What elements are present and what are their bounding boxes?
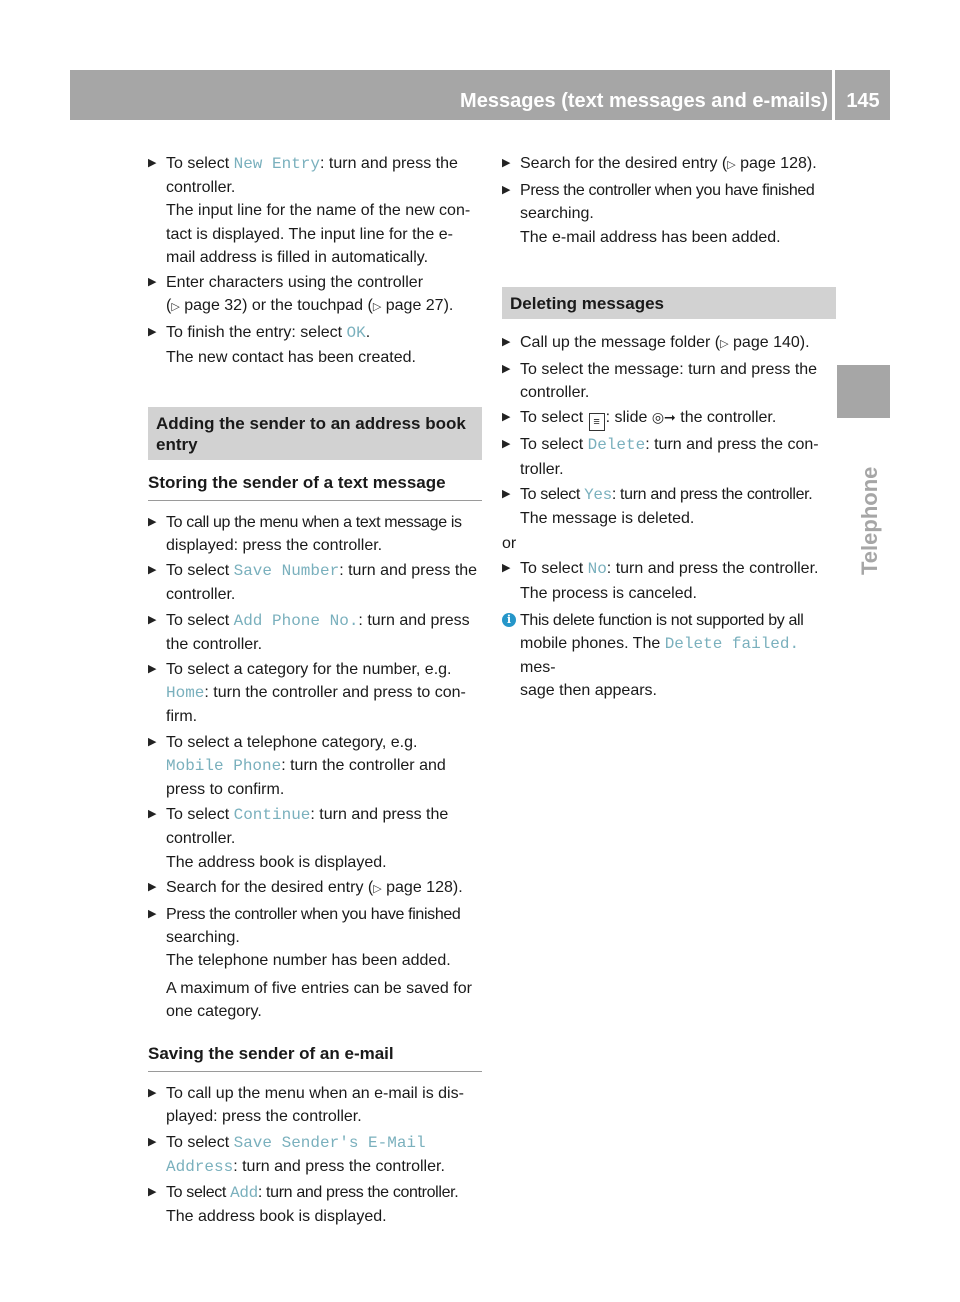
- menu-item-ref: Continue: [233, 806, 311, 825]
- step-call-menu-text: ▶ To call up the menu when a text message is displayed: press the controller.: [148, 511, 482, 557]
- chapter-tab-marker: [837, 365, 890, 418]
- step-arrow-icon: ▶: [148, 880, 157, 893]
- info-note: i This delete function is not supported by all mobile phones. The Delete failed. mes- sage then appears.: [502, 609, 836, 703]
- step-save-number: ▶ To select Save Number: turn and press the controller.: [148, 559, 482, 606]
- step-arrow-icon: ▶: [502, 335, 511, 348]
- menu-item-ref: Yes: [584, 485, 612, 504]
- right-column: [502, 152, 836, 703]
- step-arrow-icon: ▶: [502, 157, 511, 169]
- menu-item-ref: OK: [346, 324, 366, 343]
- menu-item-ref: Delete failed.: [664, 635, 800, 654]
- step-arrow-icon: ▶: [148, 663, 157, 676]
- step-select-message: ▶ To select the message: turn and press the controller.: [502, 358, 836, 404]
- subheading-email: Saving the sender of an e-mail: [148, 1043, 482, 1072]
- step-arrow-icon: ▶: [148, 326, 157, 339]
- step-select-no: ▶ To select No: turn and press the controller. The process is canceled.: [502, 557, 836, 604]
- page-ref-triangle-icon: ▷: [373, 882, 382, 895]
- step-arrow-icon: ▶: [148, 1087, 157, 1100]
- step-enter-characters: ▶ Enter characters using the controller (▷ page 32) or the touchpad (▷ page 27).: [148, 271, 482, 319]
- step-add-phone-no: ▶ To select Add Phone No.: turn and press the controller.: [148, 609, 482, 656]
- step-search-entry-email: ▶ Search for the desired entry (▷ page 128).: [502, 152, 836, 177]
- step-select-telephone-category: ▶ To select a telephone category, e.g. Mobile Phone: turn the controller and press to confirm.: [148, 731, 482, 802]
- menu-item-ref: Add: [230, 1183, 258, 1202]
- menu-item-ref: Save Number: [233, 562, 340, 581]
- controller-slide-icon: ◎➞: [651, 409, 676, 426]
- menu-item-ref: Home: [166, 684, 205, 703]
- header-divider: [832, 70, 835, 120]
- page-ref-triangle-icon: ▷: [727, 159, 736, 171]
- menu-item-ref: Save Sender's E-Mail: [233, 1133, 426, 1152]
- step-select-new-entry: ▶ To select New Entry: turn and press the controller. The input line for the name of the new con- tact is displayed. The input line for the e- mail address is filled in automatically.: [148, 152, 482, 269]
- menu-item-ref: Address: [166, 1157, 234, 1176]
- step-select-category: ▶ To select a category for the number, e.g. Home: turn the controller and press to con- firm.: [148, 658, 482, 729]
- menu-item-ref: New Entry: [233, 155, 321, 173]
- step-arrow-icon: ▶: [502, 184, 511, 197]
- step-arrow-icon: ▶: [148, 613, 157, 626]
- step-arrow-icon: ▶: [502, 487, 511, 500]
- step-save-sender-email: ▶ To select Save Sender's E-Mail Address: turn and press the controller.: [148, 1131, 482, 1179]
- subheading-text-message: Storing the sender of a text message: [148, 472, 482, 501]
- step-continue: ▶ To select Continue: turn and press the controller. The address book is displayed.: [148, 803, 482, 874]
- step-arrow-icon: ▶: [148, 1135, 157, 1148]
- step-arrow-icon: ▶: [502, 363, 511, 376]
- menu-item-ref: Mobile Phone: [166, 756, 282, 775]
- chapter-label: Telephone: [857, 466, 882, 575]
- left-column: [148, 152, 482, 1230]
- step-call-folder: ▶ Call up the message folder (▷ page 140).: [502, 331, 836, 356]
- step-arrow-icon: ▶: [502, 562, 511, 575]
- step-add: ▶ To select Add: turn and press the controller. The address book is displayed.: [148, 1181, 482, 1228]
- section-heading-adding-sender: Adding the sender to an address book entry: [148, 407, 482, 460]
- page-title: Messages (text messages and e-mails): [460, 90, 828, 112]
- step-arrow-icon: ▶: [148, 276, 157, 289]
- step-press-finished-email: ▶ Press the controller when you have finished searching. The e-mail address has been added.: [502, 179, 836, 249]
- menu-key-icon: ≡: [589, 413, 605, 431]
- step-select-delete: ▶ To select Delete: turn and press the con- troller.: [502, 433, 836, 480]
- step-finish-entry: ▶ To finish the entry: select OK. The new contact has been created.: [148, 321, 482, 368]
- info-icon: i: [502, 613, 516, 627]
- step-arrow-icon: ▶: [148, 157, 157, 169]
- step-arrow-icon: ▶: [502, 438, 511, 451]
- menu-item-ref: Add Phone No.: [233, 611, 359, 630]
- step-arrow-icon: ▶: [148, 515, 157, 528]
- step-search-entry: ▶ Search for the desired entry (▷ page 128).: [148, 876, 482, 901]
- or-text: or: [502, 535, 517, 553]
- step-arrow-icon: ▶: [148, 564, 157, 577]
- page-number: 145: [846, 90, 880, 112]
- page-ref-triangle-icon: ▷: [372, 301, 382, 314]
- step-press-finished: ▶ Press the controller when you have finished searching. The telephone number has been added. A maximum of five entries can be saved for one category.: [148, 903, 482, 1023]
- step-arrow-icon: ▶: [502, 411, 511, 424]
- step-select-yes: ▶ To select Yes: turn and press the controller. The message is deleted.: [502, 483, 836, 530]
- step-arrow-icon: ▶: [148, 908, 157, 921]
- step-call-menu-email: ▶ To call up the menu when an e-mail is dis- played: press the controller.: [148, 1082, 482, 1128]
- step-arrow-icon: ▶: [148, 808, 157, 821]
- menu-item-ref: Delete: [587, 436, 646, 455]
- menu-item-ref: No: [587, 560, 607, 579]
- step-select-menu-key: ▶ To select ≡ : slide ◎➞ the controller.: [502, 406, 836, 431]
- page-ref-triangle-icon: ▷: [720, 337, 729, 350]
- step-arrow-icon: ▶: [148, 1185, 157, 1198]
- page-ref-triangle-icon: ▷: [171, 301, 180, 314]
- section-heading-deleting: Deleting messages: [502, 287, 836, 319]
- step-arrow-icon: ▶: [148, 735, 157, 748]
